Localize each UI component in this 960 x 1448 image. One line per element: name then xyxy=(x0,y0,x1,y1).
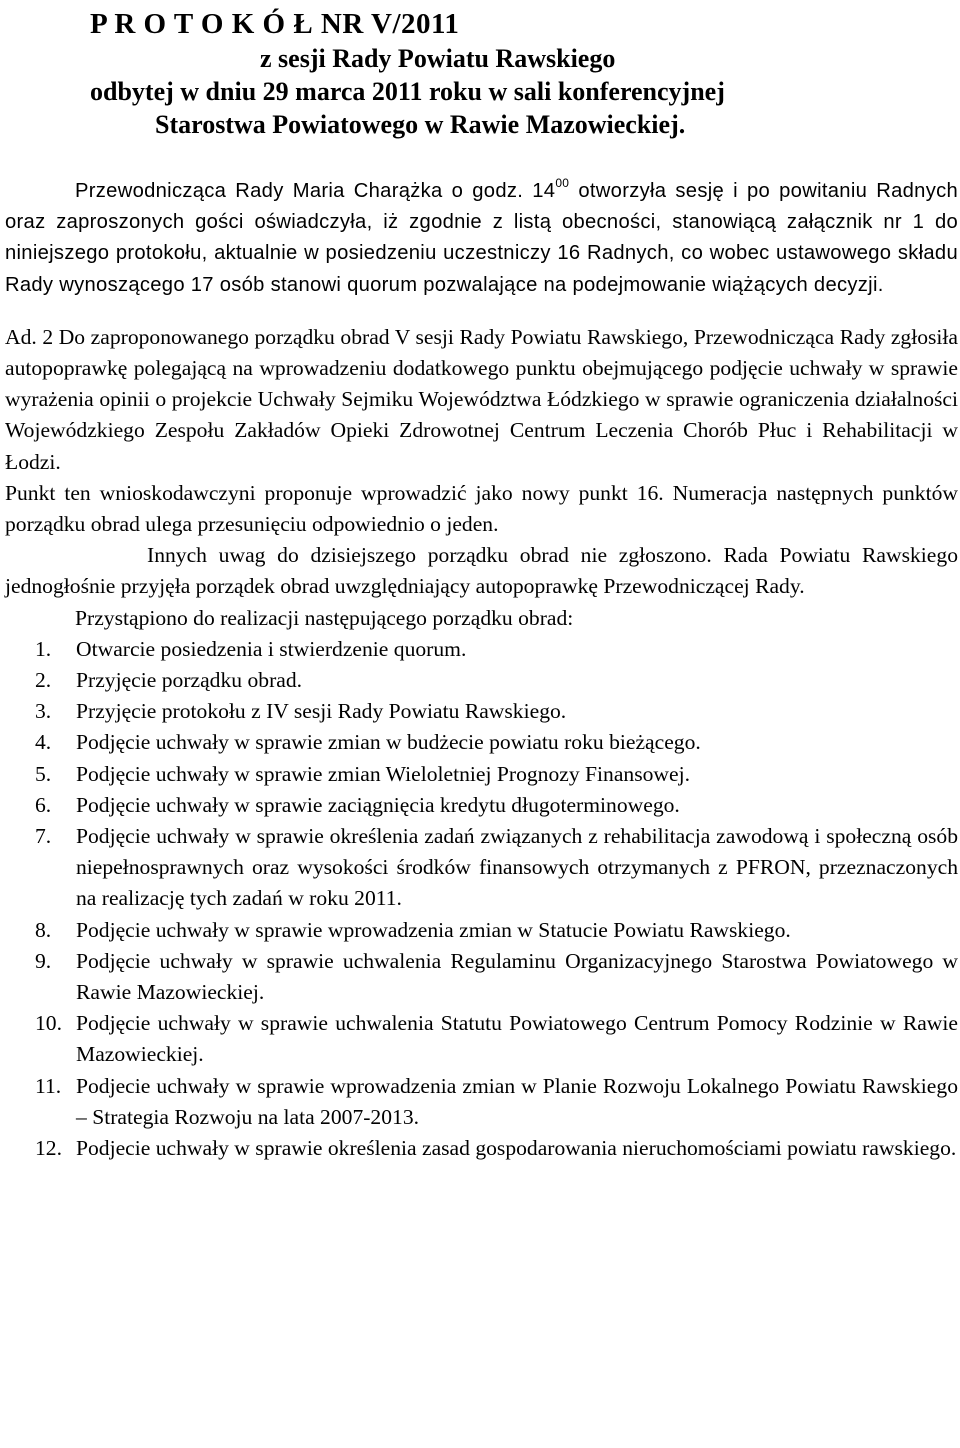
intro-text-before-hour: Przewodnicząca Rady Maria Charążka o godz. 14 xyxy=(75,180,556,202)
ad2-paragraph-4: Przystąpiono do realizacji następującego porządku obrad: xyxy=(75,605,574,630)
agenda-item-text: Podjecie uchwały w sprawie wprowadzenia zmian w Planie Rozwoju Lokalnego Powiatu Rawskiego – Strategia Rozwoju na lata 2007-2013. xyxy=(76,1073,958,1129)
agenda-item-number: 9. xyxy=(35,948,52,973)
agenda-item xyxy=(5,1008,958,1070)
intro-paragraph xyxy=(5,176,958,301)
agenda-item-number: 10. xyxy=(35,1011,62,1036)
intro-text-after-hour: otworzyła sesję i po powitaniu Radnych oraz zaproszonych gości oświadczyła, iż zgodnie z listą obecności, stanowiącą załącznik nr 1 do niniejszego protokołu, aktualnie w posiedzeniu uczestniczy 16 Radnych, co wobec ustawowego składu Rady wynoszącego 17 osób stanowi quorum pozwalające na podejmowanie wiążących decyzji. xyxy=(5,180,959,296)
document-title xyxy=(5,6,958,141)
agenda-item-number: 5. xyxy=(35,761,52,786)
agenda-item-text: Przyjęcie protokołu z IV sesji Rady Powiatu Rawskiego. xyxy=(76,699,567,724)
agenda-item-text: Podjęcie uchwały w sprawie wprowadzenia zmian w Statucie Powiatu Rawskiego. xyxy=(76,917,791,942)
agenda-list xyxy=(5,634,958,1164)
title-line-1: P R O T O K Ó Ł NR V/2011 xyxy=(90,8,460,40)
agenda-item-text: Podjęcie uchwały w sprawie zaciągnięcia kredytu długoterminowego. xyxy=(76,792,680,817)
agenda-item xyxy=(5,946,958,1008)
intro-hour-minutes: 00 xyxy=(555,176,570,190)
agenda-item xyxy=(5,790,958,821)
ad2-paragraph-3: Innych uwag do dzisiejszego porządku obrad nie zgłoszono. Rada Powiatu Rawskiego jednogłośnie przyjęła porządek obrad uwzględniający autopoprawkę Przewodniczącej Rady. xyxy=(5,543,958,599)
agenda-item-number: 3. xyxy=(35,699,52,724)
agenda-item-number: 1. xyxy=(35,636,52,661)
agenda-item xyxy=(5,759,958,790)
agenda-item-text: Podjecie uchwały w sprawie określenia zasad gospodarowania nieruchomościami powiatu rawskiego. xyxy=(76,1136,957,1161)
title-line-3: odbytej w dniu 29 marca 2011 roku w sali konferencyjnej xyxy=(90,77,725,106)
agenda-item-text: Otwarcie posiedzenia i stwierdzenie quorum. xyxy=(76,636,467,661)
agenda-item-number: 6. xyxy=(35,792,52,817)
agenda-item xyxy=(5,1071,958,1133)
agenda-item xyxy=(5,1133,958,1164)
agenda-item-text: Przyjęcie porządku obrad. xyxy=(76,668,303,693)
agenda-item-number: 8. xyxy=(35,917,52,942)
title-line-2: z sesji Rady Powiatu Rawskiego xyxy=(260,44,616,73)
agenda-item-text: Podjęcie uchwały w sprawie określenia zadań związanych z rehabilitacja zawodową i społeczną osób niepełnosprawnych oraz wysokości środków finansowych otrzymanych z PFRON, przeznaczonych na realizację tych zadań w roku 2011. xyxy=(76,824,958,911)
agenda-item xyxy=(5,696,958,727)
agenda-item-text: Podjęcie uchwały w sprawie uchwalenia Statutu Powiatowego Centrum Pomocy Rodzinie w Rawie Mazowieckiej. xyxy=(76,1011,958,1067)
agenda-item-number: 7. xyxy=(35,824,52,849)
agenda-item xyxy=(5,634,958,665)
agenda-item-text: Podjęcie uchwały w sprawie zmian Wieloletniej Prognozy Finansowej. xyxy=(76,761,691,786)
agenda-item xyxy=(5,665,958,696)
title-line-4: Starostwa Powiatowego w Rawie Mazowieckiej. xyxy=(155,110,686,139)
agenda-item-number: 2. xyxy=(35,668,52,693)
agenda-item xyxy=(5,821,958,915)
document-page xyxy=(5,6,958,1164)
agenda-item xyxy=(5,915,958,946)
agenda-item-number: 11. xyxy=(35,1073,62,1098)
agenda-item-text: Podjęcie uchwały w sprawie zmian w budżecie powiatu roku bieżącego. xyxy=(76,730,701,755)
ad2-paragraph-2: Punkt ten wnioskodawczyni proponuje wprowadzić jako nowy punkt 16. Numeracja następnych punktów porządku obrad ulega przesunięciu odpowiednio o jeden. xyxy=(5,480,958,537)
ad2-paragraph-1: Ad. 2 Do zaproponowanego porządku obrad V sesji Rady Powiatu Rawskiego, Przewodnicząca Rady zgłosiła autopoprawkę polegającą na wprowadzeniu dodatkowego punktu obejmującego podjęcie uchwały w sprawie wyrażenia opinii o projekcie Uchwały Sejmiku Województwa Łódzkiego w sprawie ograniczenia działalności Wojewódzkiego Zespołu Zakładów Opieki Zdrowotnej Centrum Leczenia Chorób Płuc i Rehabilitacji w Łodzi. xyxy=(5,324,958,474)
agenda-item xyxy=(5,727,958,758)
agenda-item-number: 4. xyxy=(35,730,52,755)
agenda-item-text: Podjęcie uchwały w sprawie uchwalenia Regulaminu Organizacyjnego Starostwa Powiatowego w Rawie Mazowieckiej. xyxy=(76,948,958,1005)
agenda-item-number: 12. xyxy=(35,1136,62,1161)
